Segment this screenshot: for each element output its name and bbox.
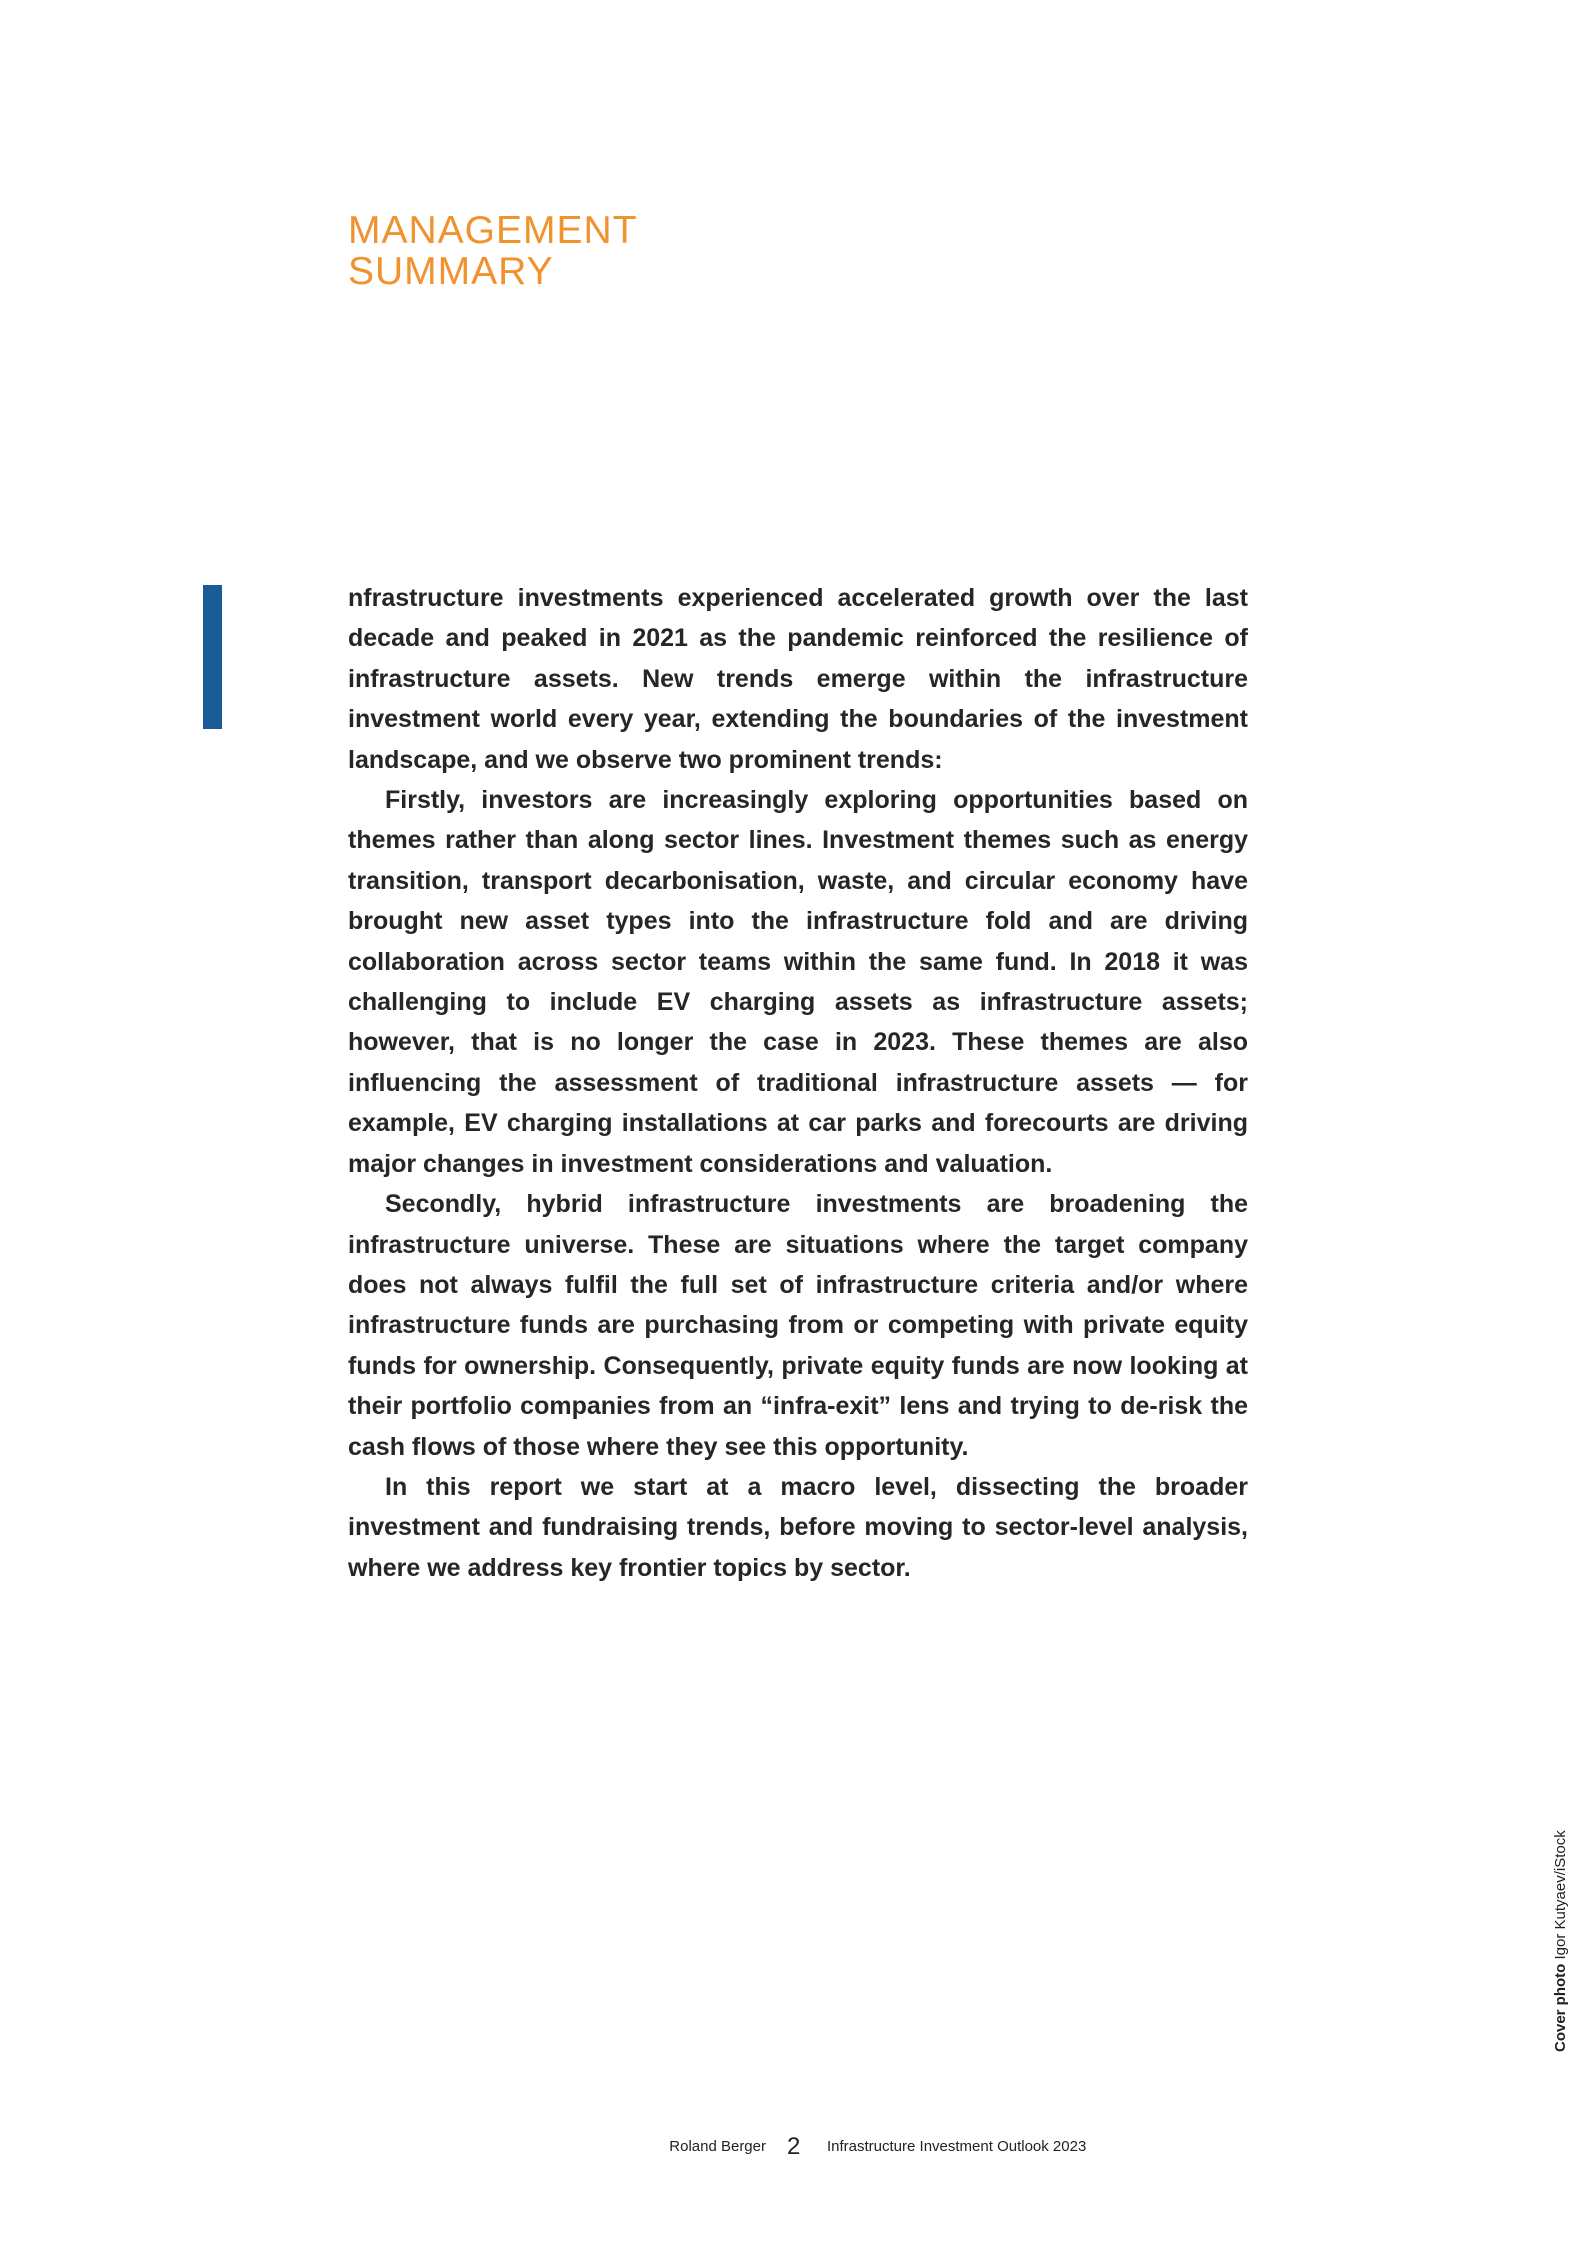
body-text (348, 578, 1248, 1588)
paragraph-4: In this report we start at a macro level, dissecting the broader investment and fundraising trends, before moving to sector-level analysis, where we address key frontier topics by sector. (348, 1472, 1248, 1582)
cover-photo-source: Igor Kutyaev/iStock (1552, 1830, 1569, 1960)
cover-photo-credit (1552, 1830, 1569, 2052)
footer-report-title: Infrastructure Investment Outlook 2023 (827, 2138, 1087, 2155)
page-title-line-2: SUMMARY (348, 250, 554, 293)
paragraph-1: nfrastructure investments experienced accelerated growth over the last decade and peaked in 2021 as the pandemic reinforced the resilience of infrastructure assets. New trends emerge within the infrastructure investment world every year, extending the boundaries of the investment landscape, and we observe two prominent trends: (348, 584, 1248, 774)
cover-photo-label: Cover photo (1552, 1963, 1569, 2052)
drop-cap-bar (203, 585, 222, 729)
page-number: 2 (787, 2133, 801, 2160)
page-title (348, 210, 638, 292)
paragraph-3: Secondly, hybrid infrastructure investments are broadening the infrastructure universe. These are situations where the target company does not always fulfil the full set of infrastructure criteria and/or where infrastructure funds are purchasing from or competing with private equity funds for ownership. Consequently, private equity funds are now looking at their portfolio companies from an “infra-exit” lens and trying to de-risk the cash flows of those where they see this opportunity. (348, 1190, 1248, 1461)
footer-brand: Roland Berger (669, 2138, 766, 2155)
paragraph-2: Firstly, investors are increasingly exploring opportunities based on themes rather than along sector lines. Investment themes such as energy transition, transport decarbonisation, waste, and circular economy have brought new asset types into the infrastructure fold and are driving collaboration across sector teams within the same fund. In 2018 it was challenging to include EV charging assets as infrastructure assets; however, that is no longer the case in 2023. These themes are also influencing the assessment of traditional infrastructure assets — for example, EV charging installations at car parks and forecourts are driving major changes in investment considerations and valuation. (348, 786, 1248, 1178)
page-title-line-1: MANAGEMENT (348, 209, 638, 252)
